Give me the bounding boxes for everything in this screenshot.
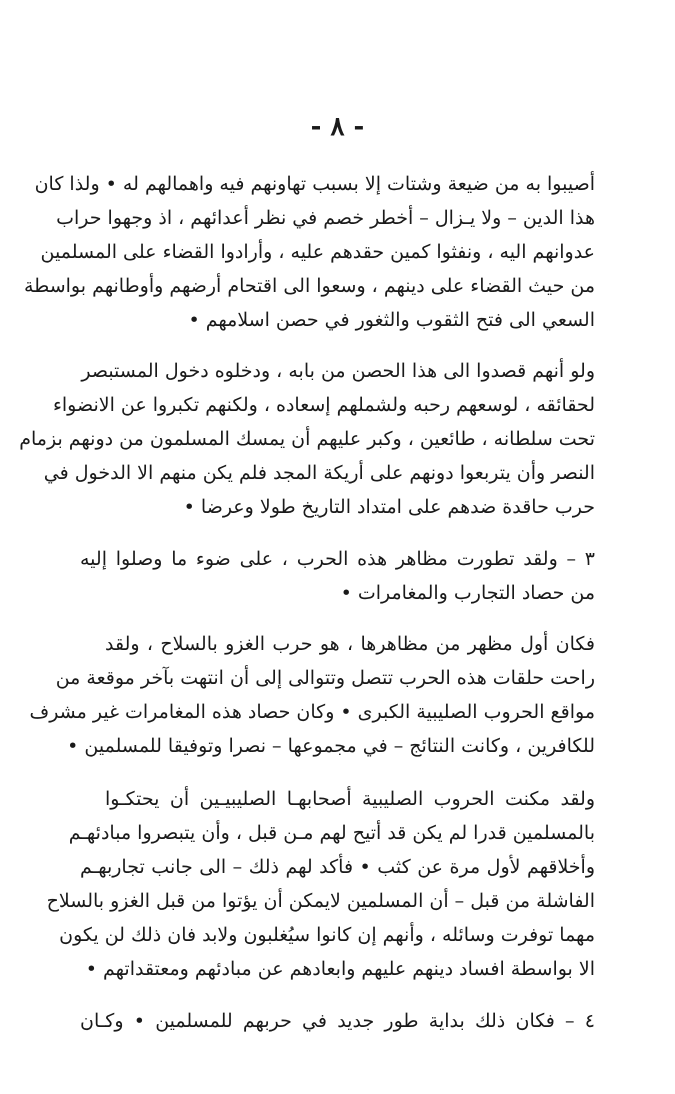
text-line: للكافرين ، وكانت النتائج – في مجموعها – نصرا وتوفيقا للمسلمين • (67, 735, 595, 757)
text-line: لحقائقه ، لوسعهم رحبه ولشملهم إسعاده ، ولكنهم تكبروا عن الانضواء (52, 394, 595, 416)
page-number: - ٨ - (310, 112, 365, 142)
text-line: ٤ – فكان ذلك بداية طور جديد في حربهم للمسلمين • وكـان (80, 1010, 595, 1032)
text-line: من حصاد التجارب والمغامرات • (340, 582, 595, 604)
text-line: فكان أول مظهر من مظاهرها ، هو حرب الغزو بالسلاح ، ولقد (105, 633, 595, 655)
text-line: أصيبوا به من ضيعة وشتات إلا بسبب تهاونهم فيه واهمالهم له • ولذا كان (34, 173, 595, 195)
text-line: الا بواسطة افساد دينهم عليهم وابعادهم عن مبادئهم ومعتقداتهم • (85, 958, 595, 980)
text-line: من حيث القضاء على دينهم ، وسعوا الى اقتحام أرضهم وأوطانهم بواسطة (23, 275, 595, 297)
text-line: وأخلاقهم لأول مرة عن كثب • فأكد لهم ذلك – الى جانب تجاربهـم (80, 856, 595, 878)
text-line: ٣ – ولقد تطورت مظاهر هذه الحرب ، على ضوء ما وصلوا إليه (80, 548, 595, 570)
text-line: تحت سلطانه ، طائعين ، وكبر عليهم أن يمسك المسلمون من دونهم بزمام (19, 428, 595, 450)
text-line: مواقع الحروب الصليبية الكبرى • وكان حصاد هذه المغامرات غير مشرف (29, 701, 595, 723)
text-line: بالمسلمين قدرا لم يكن قد أتيح لهم مـن قبل ، وأن يتبصروا مبادئهـم (68, 822, 595, 844)
text-line: ولو أنهم قصدوا الى هذا الحصن من بابه ، ودخلوه دخول المستبصر (81, 360, 595, 382)
text-line: النصر وأن يتربعوا دونهم على أريكة المجد فلم يكن منهم الا الدخول في (43, 462, 595, 484)
text-line: هذا الدين – ولا يـزال – أخطر خصم في نظر أعدائهم ، اذ وجهوا حراب (56, 207, 595, 229)
text-line: راحت حلقات هذه الحرب تتصل وتتوالى إلى أن انتهت بآخر موقعة من (55, 667, 595, 689)
text-line: حرب حاقدة ضدهم على امتداد التاريخ طولا وعرضا • (183, 496, 595, 518)
text-line: مهما توفرت وسائله ، وأنهم إن كانوا سيُغلبون ولابد فان ذلك لن يكون (59, 924, 595, 946)
text-line: السعي الى فتح الثقوب والثغور في حصن اسلامهم • (188, 309, 595, 331)
text-line: عدوانهم اليه ، ونفثوا كمين حقدهم عليه ، وأرادوا القضاء على المسلمين (40, 241, 595, 263)
text-line: الفاشلة من قبل – أن المسلمين لايمكن أن يؤتوا من قبل الغزو بالسلاح (46, 890, 595, 912)
text-line: ولقد مكنت الحروب الصليبية أصحابهـا الصليبيـين أن يحتكـوا (105, 788, 595, 810)
